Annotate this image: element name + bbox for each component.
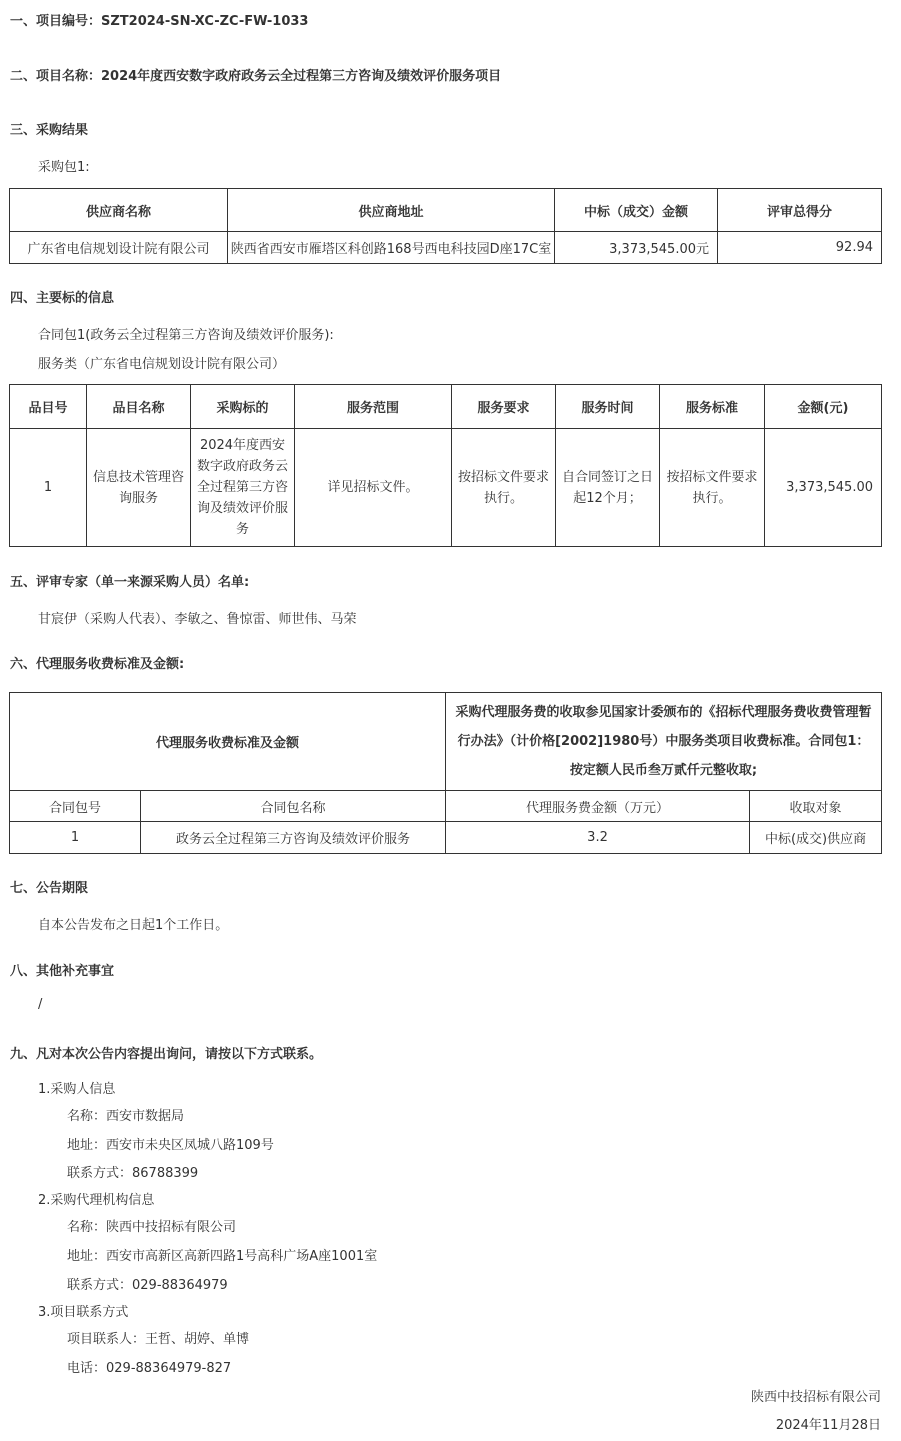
cell-amount: 3,373,545.00 (765, 429, 882, 547)
col-bid-amount: 中标（成交）金额 (555, 189, 718, 232)
col-fee-amount: 代理服务费金额（万元） (446, 791, 750, 822)
col-item-no: 品目号 (10, 385, 87, 429)
project-contact-persons: 项目联系人：王哲、胡婷、单博 (67, 1332, 250, 1347)
cell-fee-amount: 3.2 (446, 822, 750, 854)
cell-package-name: 政务云全过程第三方咨询及绩效评价服务 (141, 822, 446, 854)
cell-score: 92.94 (718, 232, 882, 264)
fee-standard-label: 代理服务收费标准及金额 (10, 693, 446, 791)
purchaser-phone: 联系方式：86788399 (67, 1166, 199, 1181)
purchaser-address: 地址：西安市未央区凤城八路109号 (67, 1138, 274, 1153)
agency-name: 名称：陕西中技招标有限公司 (67, 1220, 237, 1235)
col-payer: 收取对象 (750, 791, 882, 822)
cell-requirement: 按招标文件要求执行。 (452, 429, 556, 547)
cell-bid-amount: 3,373,545.00元 (555, 232, 718, 264)
cell-subject: 2024年度西安数字政府政务云全过程第三方咨询及绩效评价服务 (191, 429, 295, 547)
package-label: 采购包1: (38, 160, 90, 175)
cell-supplier-address: 陕西省西安市雁塔区科创路168号西电科技园D座17C室 (228, 232, 555, 264)
col-standard: 服务标准 (660, 385, 765, 429)
agency-phone: 联系方式：029-88364979 (67, 1278, 228, 1293)
cell-supplier-name: 广东省电信规划设计院有限公司 (10, 232, 228, 264)
col-supplier-address: 供应商地址 (228, 189, 555, 232)
fee-standard-text: 采购代理服务费的收取参见国家计委颁布的《招标代理服务费收费管理暂行办法》（计价格[2002]1980号）中服务类项目收费标准。合同包1：按定额人民币叁万贰仟元整收取; (446, 693, 882, 791)
col-package-no: 合同包号 (10, 791, 141, 822)
contract-package-label: 合同包1(政务云全过程第三方咨询及绩效评价服务): (38, 328, 334, 343)
agency-fee-table (9, 692, 882, 854)
agency-fee-heading: 六、代理服务收费标准及金额: (10, 657, 185, 672)
agency-info-label: 2.采购代理机构信息 (38, 1193, 155, 1208)
col-supplier-name: 供应商名称 (10, 189, 228, 232)
project-contact-phone: 电话：029-88364979-827 (67, 1361, 232, 1376)
signature-date: 2024年11月28日 (775, 1418, 881, 1433)
subject-table (9, 384, 882, 547)
col-scope: 服务范围 (295, 385, 452, 429)
cell-duration: 自合同签订之日起12个月； (556, 429, 660, 547)
notice-period-heading: 七、公告期限 (10, 881, 89, 896)
signature-org: 陕西中技招标有限公司 (750, 1390, 881, 1405)
project-name-heading: 二、项目名称：2024年度西安数字政府政务云全过程第三方咨询及绩效评价服务项目 (10, 69, 502, 84)
col-amount: 金额(元) (765, 385, 882, 429)
cell-standard: 按招标文件要求执行。 (660, 429, 765, 547)
contact-heading: 九、凡对本次公告内容提出询问，请按以下方式联系。 (10, 1047, 323, 1062)
col-score: 评审总得分 (718, 189, 882, 232)
col-package-name: 合同包名称 (141, 791, 446, 822)
col-subject: 采购标的 (191, 385, 295, 429)
cell-item-no: 1 (10, 429, 87, 547)
col-requirement: 服务要求 (452, 385, 556, 429)
purchaser-name: 名称：西安市数据局 (67, 1109, 185, 1124)
cell-payer: 中标(成交)供应商 (750, 822, 882, 854)
cell-package-no: 1 (10, 822, 141, 854)
experts-heading: 五、评审专家（单一来源采购人员）名单: (10, 575, 250, 590)
agency-address: 地址：西安市高新区高新四路1号高科广场A座1001室 (67, 1249, 378, 1264)
purchaser-info-label: 1.采购人信息 (38, 1082, 116, 1097)
experts-list: 甘宸伊（采购人代表）、李敏之、鲁惊雷、师世伟、马荣 (38, 612, 357, 627)
other-matters-text: / (38, 997, 43, 1012)
col-item-name: 品目名称 (87, 385, 191, 429)
result-table (9, 188, 882, 264)
service-type-label: 服务类（广东省电信规划设计院有限公司） (38, 357, 286, 372)
project-contact-label: 3.项目联系方式 (38, 1305, 129, 1320)
procurement-result-heading: 三、采购结果 (10, 123, 89, 138)
cell-item-name: 信息技术管理咨询服务 (87, 429, 191, 547)
project-number-heading: 一、项目编号：SZT2024-SN-XC-ZC-FW-1033 (10, 14, 309, 29)
cell-scope: 详见招标文件。 (295, 429, 452, 547)
notice-period-text: 自本公告发布之日起1个工作日。 (38, 918, 229, 933)
col-duration: 服务时间 (556, 385, 660, 429)
other-matters-heading: 八、其他补充事宜 (10, 964, 115, 979)
main-subject-heading: 四、主要标的信息 (10, 291, 115, 306)
